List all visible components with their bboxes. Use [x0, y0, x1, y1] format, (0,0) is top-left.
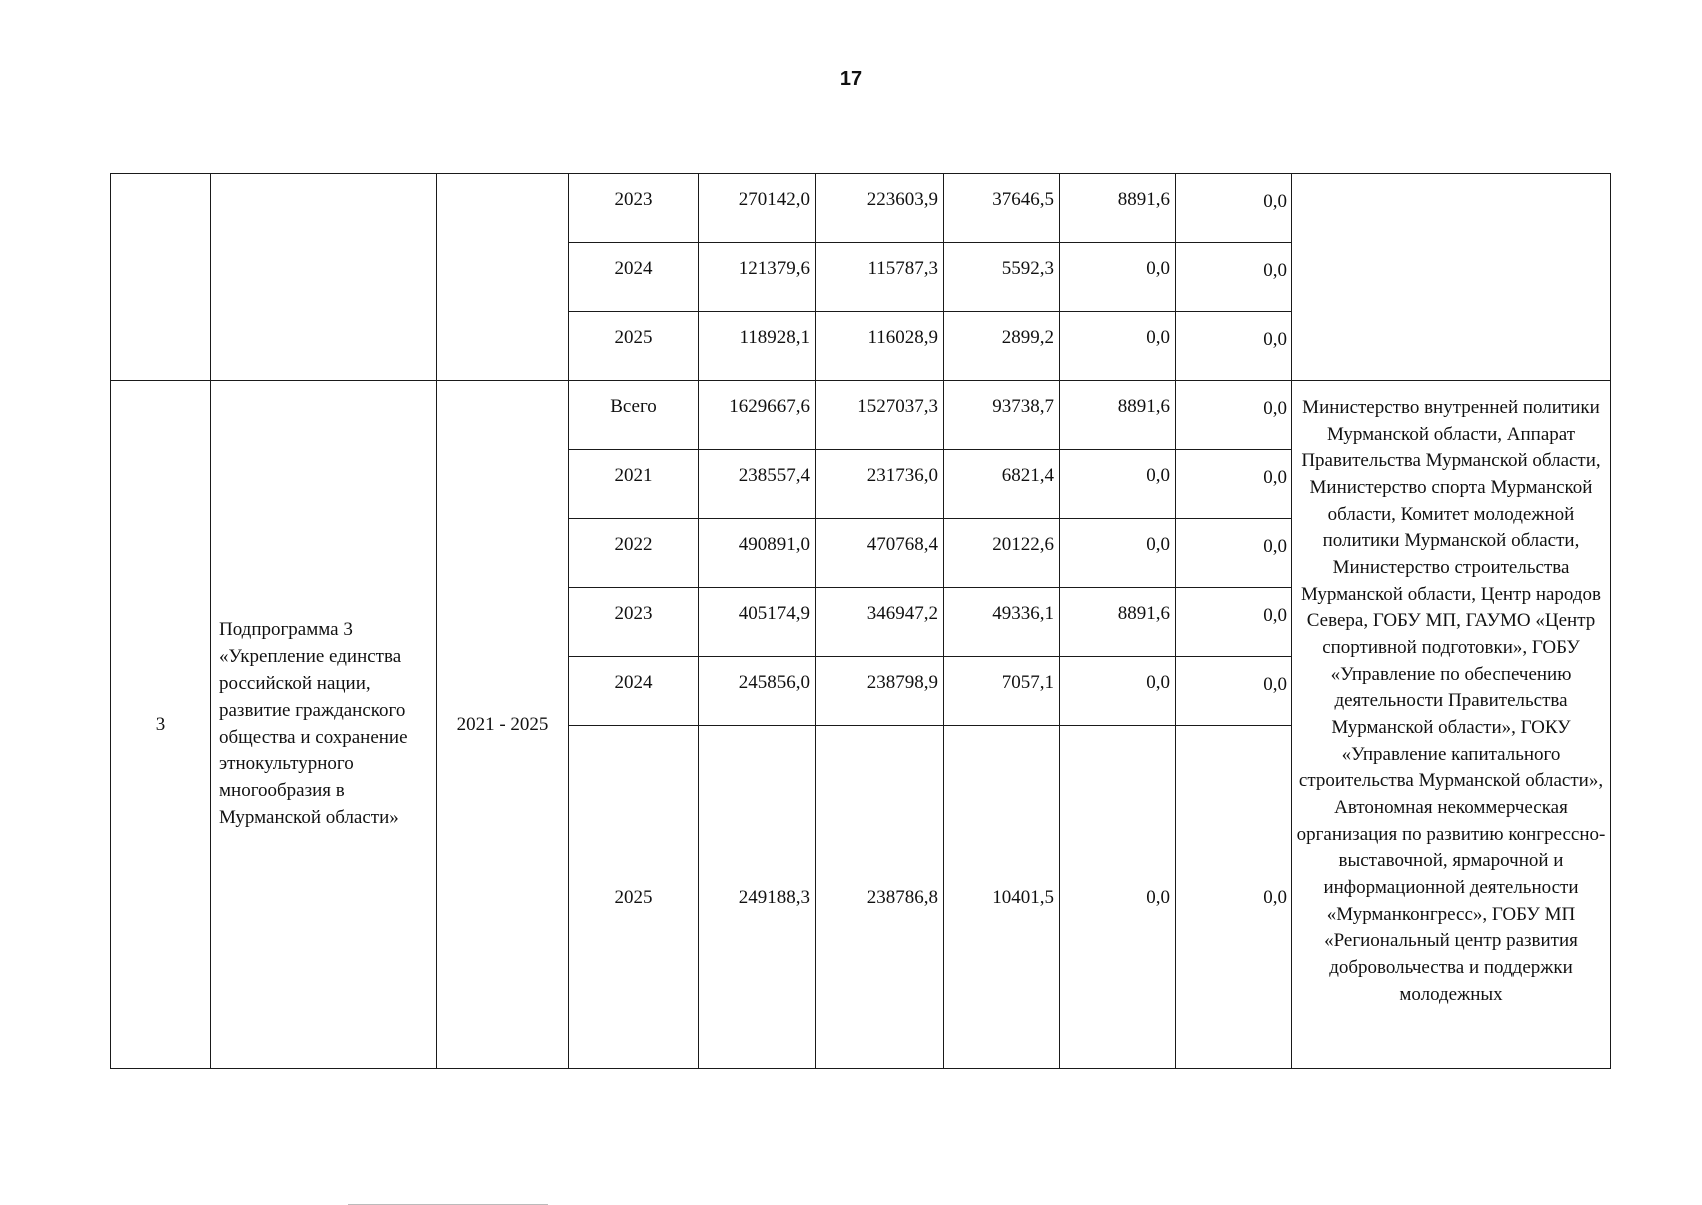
federal-budget-cell: 10401,5 — [944, 726, 1060, 1069]
year-cell: 2023 — [569, 588, 699, 657]
total-cell: 121379,6 — [699, 243, 816, 312]
federal-budget-cell: 2899,2 — [944, 312, 1060, 381]
year-cell: 2021 — [569, 450, 699, 519]
year-cell: Всего — [569, 381, 699, 450]
regional-budget-cell: 223603,9 — [816, 174, 944, 243]
other-sources-cell: 0,0 — [1176, 381, 1292, 450]
regional-budget-cell: 231736,0 — [816, 450, 944, 519]
federal-budget-cell: 20122,6 — [944, 519, 1060, 588]
regional-budget-cell: 238786,8 — [816, 726, 944, 1069]
federal-budget-cell: 5592,3 — [944, 243, 1060, 312]
total-cell: 118928,1 — [699, 312, 816, 381]
year-cell: 2024 — [569, 657, 699, 726]
local-budget-cell: 0,0 — [1060, 450, 1176, 519]
row-number: 3 — [111, 381, 211, 1069]
year-cell: 2022 — [569, 519, 699, 588]
local-budget-cell: 0,0 — [1060, 519, 1176, 588]
table-row — [111, 381, 1611, 450]
local-budget-cell: 8891,6 — [1060, 381, 1176, 450]
local-budget-cell: 0,0 — [1060, 243, 1176, 312]
other-sources-cell: 0,0 — [1176, 657, 1292, 726]
page-number: 17 — [839, 68, 863, 90]
other-sources-cell: 0,0 — [1176, 312, 1292, 381]
table-row — [111, 174, 1611, 243]
subprogram-name: Подпрограмма 3 «Укрепление единства российской нации, развитие гражданского общества и сохранение этнокультурного многообразия в Мурманской области» — [211, 381, 437, 1069]
local-budget-cell: 8891,6 — [1060, 588, 1176, 657]
other-sources-cell: 0,0 — [1176, 174, 1292, 243]
number-cell-empty — [111, 174, 211, 381]
total-cell: 249188,3 — [699, 726, 816, 1069]
federal-budget-cell: 37646,5 — [944, 174, 1060, 243]
local-budget-cell: 0,0 — [1060, 657, 1176, 726]
executors-list: Министерство внутренней политики Мурманской области, Аппарат Правительства Мурманской области, Министерство спорта Мурманской области, Комитет молодежной политики Мурманской области, Министерство строительства Мурманской области, Центр народов Севера, ГОБУ МП, ГАУМО «Центр спортивной подготовки», ГОБУ «Управление по обеспечению деятельности Правительства Мурманской области», ГОКУ «Управление капитального строительства Мурманской области», Автономная некоммерческая организация по развитию конгрессно-выставочной, ярмарочной и информационной деятельности «Мурманконгресс», ГОБУ МП «Региональный центр развития добровольчества и поддержки молодежных — [1292, 381, 1611, 1069]
year-cell: 2023 — [569, 174, 699, 243]
local-budget-cell: 8891,6 — [1060, 174, 1176, 243]
total-cell: 270142,0 — [699, 174, 816, 243]
total-cell: 490891,0 — [699, 519, 816, 588]
implementation-period: 2021 - 2025 — [437, 381, 569, 1069]
other-sources-cell: 0,0 — [1176, 588, 1292, 657]
other-sources-cell: 0,0 — [1176, 243, 1292, 312]
period-cell-empty — [437, 174, 569, 381]
funding-table — [110, 173, 1611, 1069]
year-cell: 2025 — [569, 312, 699, 381]
other-sources-cell: 0,0 — [1176, 519, 1292, 588]
other-sources-cell: 0,0 — [1176, 450, 1292, 519]
regional-budget-cell: 238798,9 — [816, 657, 944, 726]
total-cell: 405174,9 — [699, 588, 816, 657]
federal-budget-cell: 7057,1 — [944, 657, 1060, 726]
regional-budget-cell: 346947,2 — [816, 588, 944, 657]
local-budget-cell: 0,0 — [1060, 726, 1176, 1069]
total-cell: 238557,4 — [699, 450, 816, 519]
regional-budget-cell: 1527037,3 — [816, 381, 944, 450]
year-cell: 2025 — [569, 726, 699, 1069]
year-cell: 2024 — [569, 243, 699, 312]
executors-cell-empty — [1292, 174, 1611, 381]
total-cell: 245856,0 — [699, 657, 816, 726]
other-sources-cell: 0,0 — [1176, 726, 1292, 1069]
regional-budget-cell: 470768,4 — [816, 519, 944, 588]
name-cell-empty — [211, 174, 437, 381]
regional-budget-cell: 116028,9 — [816, 312, 944, 381]
federal-budget-cell: 6821,4 — [944, 450, 1060, 519]
total-cell: 1629667,6 — [699, 381, 816, 450]
federal-budget-cell: 93738,7 — [944, 381, 1060, 450]
local-budget-cell: 0,0 — [1060, 312, 1176, 381]
regional-budget-cell: 115787,3 — [816, 243, 944, 312]
federal-budget-cell: 49336,1 — [944, 588, 1060, 657]
